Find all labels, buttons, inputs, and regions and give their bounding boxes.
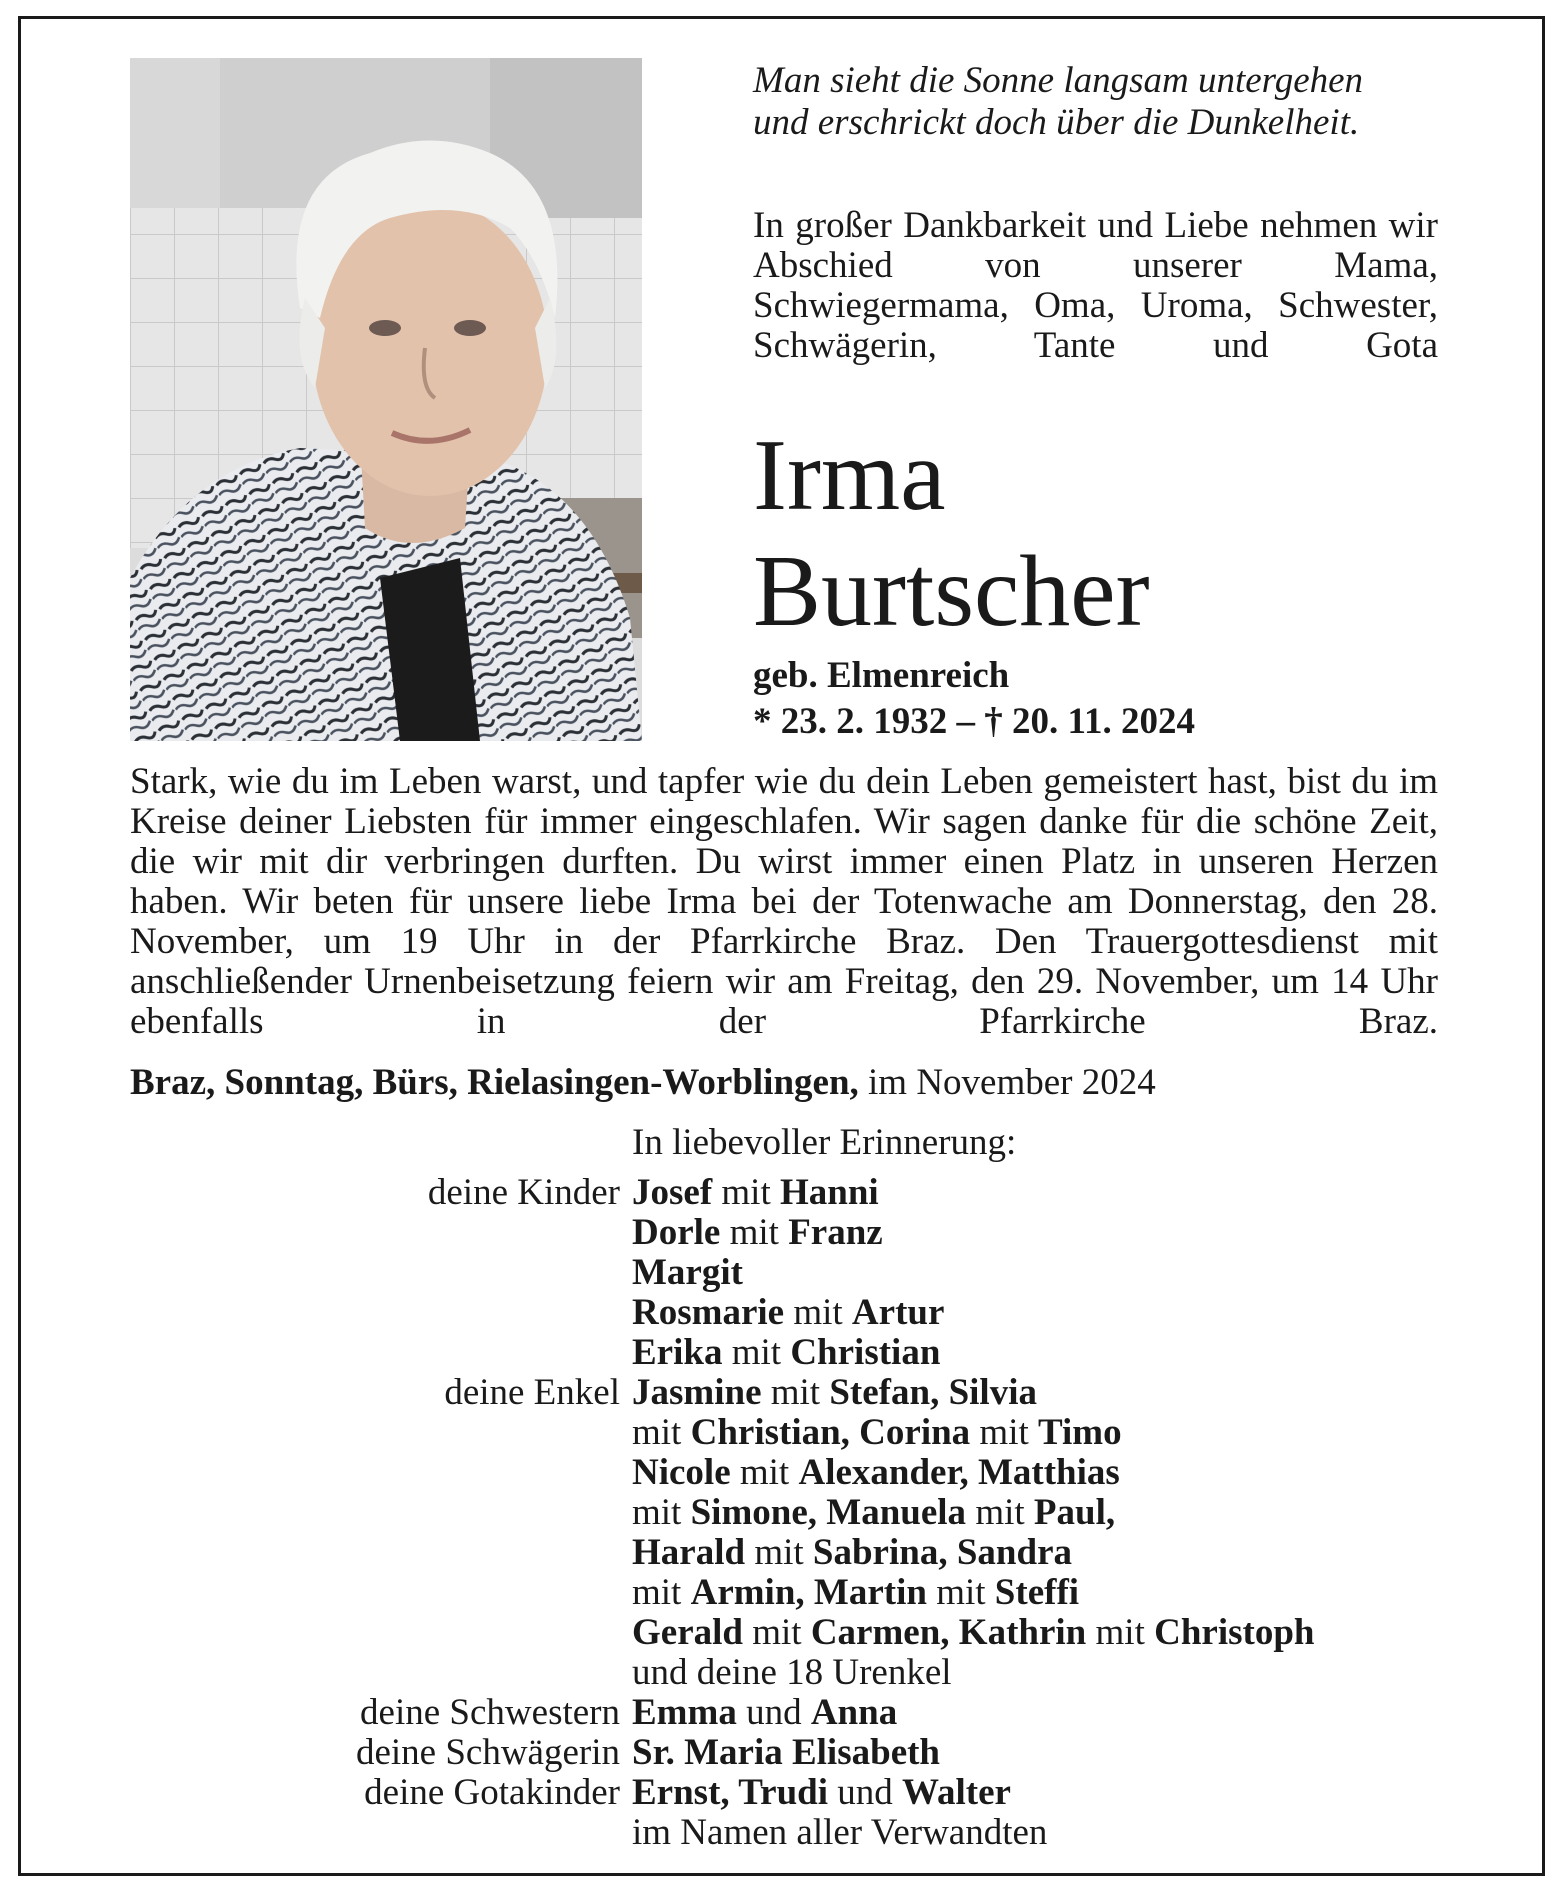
family-member-line <box>632 1213 1440 1253</box>
family-member-name: Jasmine <box>632 1372 762 1413</box>
family-member-line <box>632 1453 1440 1493</box>
connector-text: mit <box>730 1452 799 1493</box>
family-member-name: Artur <box>851 1292 945 1333</box>
family-member-name: Sabrina, Sandra <box>812 1532 1072 1573</box>
connector-text: und <box>828 1772 903 1813</box>
portrait-photo <box>130 58 642 741</box>
connector-text: und <box>736 1692 811 1733</box>
family-member-line <box>632 1493 1440 1533</box>
family-group-label: deine Schwestern <box>360 1692 620 1733</box>
connector-text: mit <box>742 1612 811 1653</box>
deceased-first-name: Irma <box>753 419 946 532</box>
family-member-name: Gerald <box>632 1612 743 1653</box>
family-group-label: deine Gotakinder <box>364 1772 620 1813</box>
family-member-name: Timo <box>1038 1412 1122 1453</box>
family-member-name: Christoph <box>1154 1612 1315 1653</box>
family-member-name: Nicole <box>632 1452 731 1493</box>
family-member-name: Josef <box>632 1172 713 1213</box>
family-member-line <box>632 1813 1440 1853</box>
family-member-name: Christian <box>790 1332 941 1373</box>
connector-text: im Namen aller Verwandten <box>632 1812 1048 1853</box>
family-member-line <box>632 1613 1440 1653</box>
notice-date: im November 2024 <box>868 1062 1156 1103</box>
connector-text: mit <box>632 1492 691 1533</box>
family-member-name: Christian, Corina <box>690 1412 971 1453</box>
family-group <box>130 1733 1440 1773</box>
places: Braz, Sonntag, Bürs, Rielasingen-Worblingen, <box>130 1062 859 1103</box>
farewell-intro: In großer Dankbarkeit und Liebe nehmen wir Abschied von unserer Mama, Schwiegermama, Oma, Uroma, Schwester, Schwägerin, Tante und Gota <box>753 205 1438 366</box>
family-group-label: deine Schwägerin <box>355 1732 620 1773</box>
family-group-label: deine Enkel <box>444 1372 620 1413</box>
family-member-line <box>632 1733 1440 1773</box>
family-member-line <box>632 1693 1440 1733</box>
family-group-members <box>632 1693 1440 1733</box>
connector-text: mit <box>632 1412 691 1453</box>
family-member-name: Ernst, Trudi <box>632 1772 829 1813</box>
connector-text: mit <box>722 1332 791 1373</box>
family-group-members <box>632 1733 1440 1773</box>
family-member-name: Rosmarie <box>632 1292 785 1333</box>
family-member-name: Erika <box>632 1332 723 1373</box>
family-group-label: deine Kinder <box>427 1172 620 1213</box>
family-member-name: Steffi <box>994 1572 1080 1613</box>
family-member-name: Margit <box>632 1252 743 1293</box>
family-list <box>130 1173 1440 1853</box>
place-date-line <box>130 1062 1438 1104</box>
family-member-line <box>632 1173 1440 1213</box>
family-member-name: Dorle <box>632 1212 721 1253</box>
family-group-members <box>632 1373 1440 1693</box>
connector-text: mit <box>632 1572 691 1613</box>
connector-text: und deine 18 Urenkel <box>632 1652 952 1693</box>
family-member-name: Sr. Maria Elisabeth <box>632 1732 941 1773</box>
family-member-line <box>632 1413 1440 1453</box>
family-group-members <box>632 1173 1440 1373</box>
family-member-name: Anna <box>810 1692 898 1733</box>
family-member-name: Walter <box>902 1772 1011 1813</box>
deceased-last-name: Burtscher <box>753 535 1150 648</box>
motto-line-1: Man sieht die Sonne langsam untergehen <box>753 60 1364 101</box>
family-member-name: Franz <box>788 1212 883 1253</box>
family-member-name: Armin, Martin <box>690 1572 927 1613</box>
obituary-text: Stark, wie du im Leben warst, und tapfer wie du dein Leben gemeistert hast, bist du im Kreise deiner Liebsten für immer eingeschlafen. Wir sagen danke für die schöne Zeit, die wir mit dir verbringen durften. Du wirst immer einen Platz in unseren Herzen haben. Wir beten für unsere liebe Irma bei der Totenwache am Donnerstag, den 28. November, um 19 Uhr in der Pfarrkirche Braz. Den Trauergottesdienst mit anschließender Urnenbeisetzung feiern wir am Freitag, den 29. November, um 14 Uhr ebenfalls in der Pfarrkirche Braz. <box>130 761 1438 1042</box>
family-group <box>130 1693 1440 1733</box>
family-member-name: Stefan, Silvia <box>829 1372 1037 1413</box>
family-group <box>130 1773 1440 1853</box>
connector-text: mit <box>761 1372 830 1413</box>
maiden-name: geb. Elmenreich <box>753 655 1010 696</box>
family-member-name: Simone, Manuela <box>690 1492 967 1533</box>
family-group-members <box>632 1773 1440 1853</box>
connector-text: mit <box>970 1412 1039 1453</box>
connector-text: mit <box>720 1212 789 1253</box>
memory-heading: In liebevoller Erinnerung: <box>632 1122 1017 1163</box>
family-member-line <box>632 1533 1440 1573</box>
family-member-name: Alexander, Matthias <box>798 1452 1120 1493</box>
connector-text: mit <box>926 1572 995 1613</box>
family-member-line <box>632 1293 1440 1333</box>
family-group <box>130 1173 1440 1373</box>
motto-quote <box>753 60 1453 144</box>
family-member-line <box>632 1373 1440 1413</box>
connector-text: mit <box>1086 1612 1155 1653</box>
family-group <box>130 1373 1440 1693</box>
family-member-name: Harald <box>632 1532 746 1573</box>
connector-text: mit <box>745 1532 813 1573</box>
family-member-name: Emma <box>632 1692 737 1733</box>
family-member-line <box>632 1253 1440 1293</box>
family-member-line <box>632 1653 1440 1693</box>
connector-text: mit <box>966 1492 1034 1533</box>
connector-text: mit <box>784 1292 852 1333</box>
family-member-name: Paul, <box>1033 1492 1116 1533</box>
family-member-line <box>632 1773 1440 1813</box>
motto-line-2: und erschrickt doch über die Dunkelheit. <box>753 102 1360 143</box>
connector-text: mit <box>712 1172 780 1213</box>
family-member-line <box>632 1573 1440 1613</box>
life-dates: * 23. 2. 1932 – † 20. 11. 2024 <box>753 701 1195 742</box>
family-member-line <box>632 1333 1440 1373</box>
family-member-name: Hanni <box>780 1172 879 1213</box>
family-member-name: Carmen, Kathrin <box>810 1612 1087 1653</box>
